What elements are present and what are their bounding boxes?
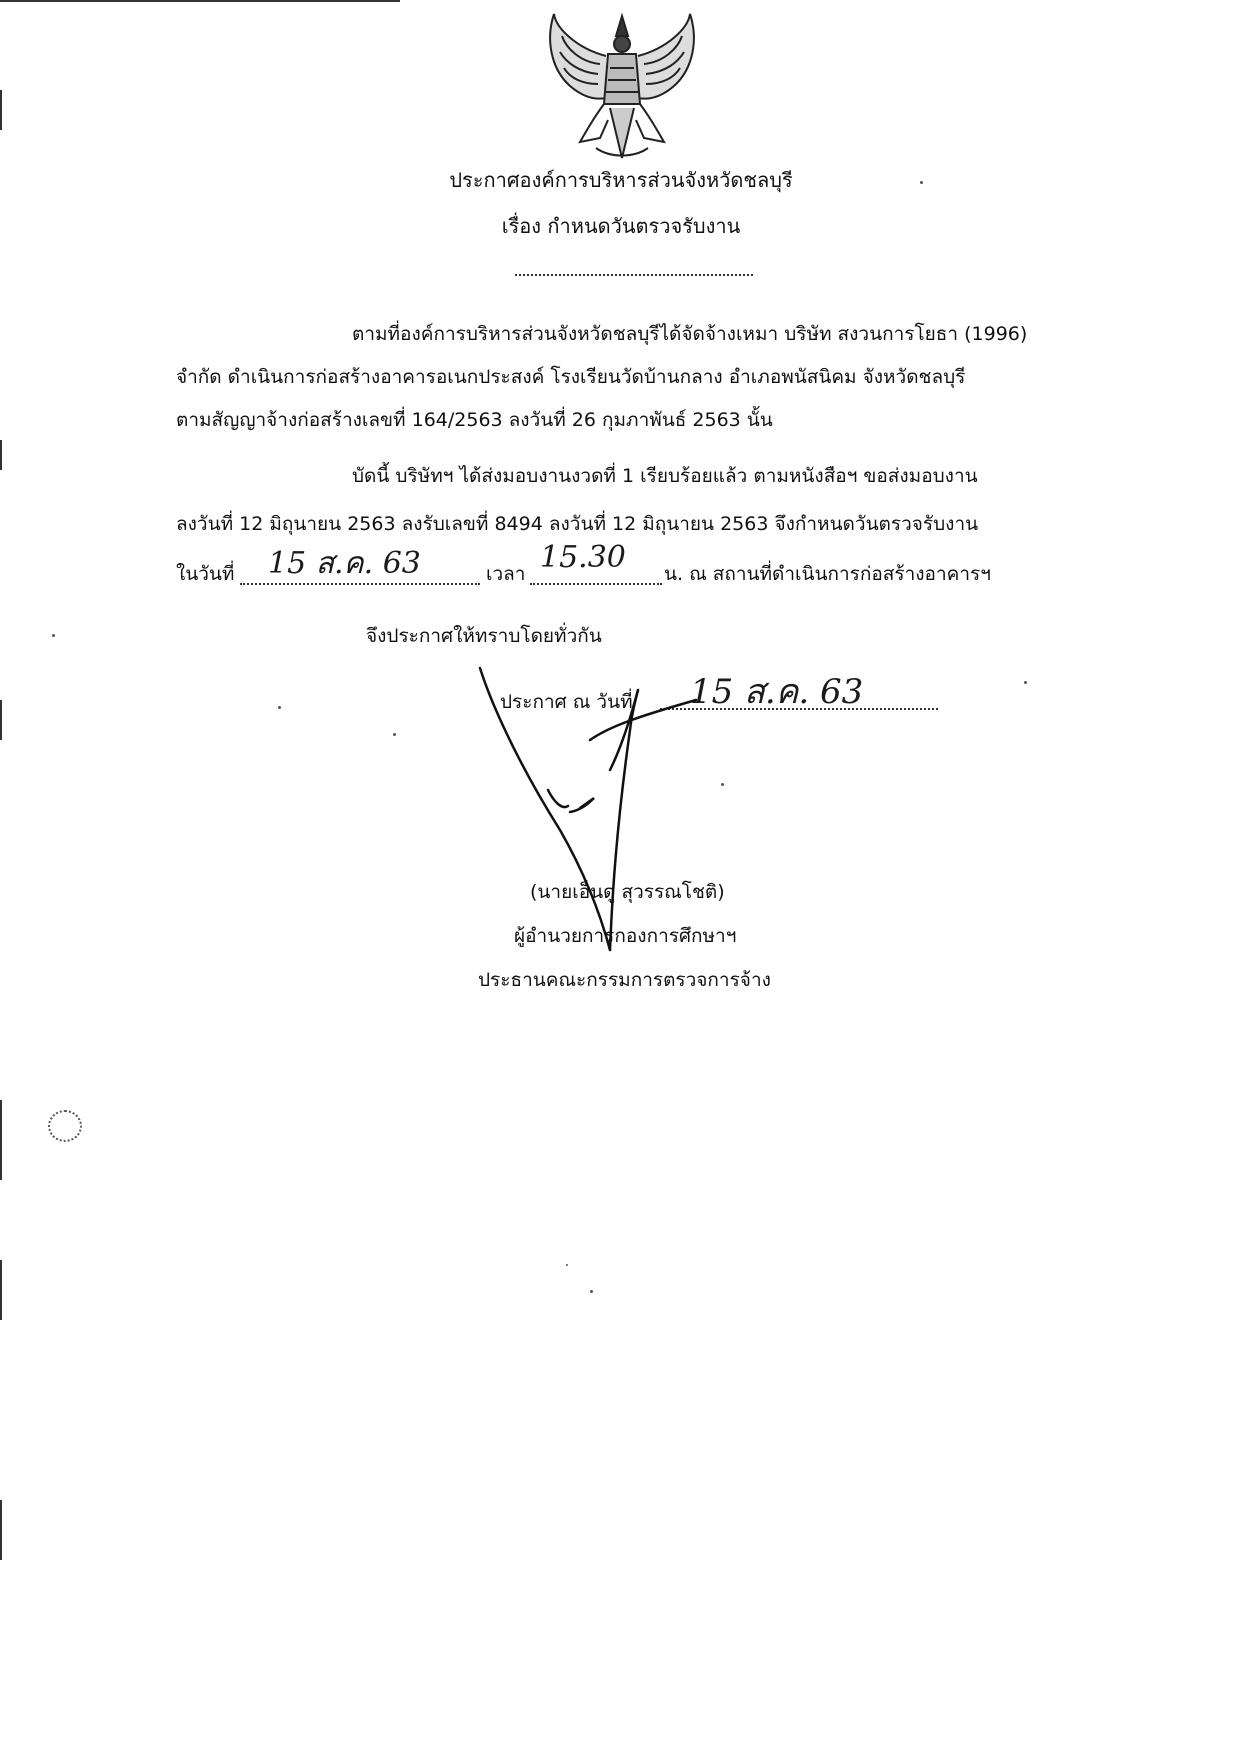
scan-speck xyxy=(278,706,281,709)
scan-speck xyxy=(393,733,396,736)
announced-label: ประกาศ ณ วันที่ xyxy=(500,691,633,713)
announcement-title: ประกาศองค์การบริหารส่วนจังหวัดชลบุรี xyxy=(449,168,793,192)
scan-edge-mark xyxy=(0,0,400,2)
time-handwritten: 15.30 xyxy=(540,540,626,575)
garuda-emblem-icon xyxy=(536,8,708,170)
scan-edge-mark xyxy=(0,440,2,470)
handwritten-signature-icon xyxy=(470,660,720,960)
scan-edge-mark xyxy=(0,90,2,130)
signer-position: ผู้อำนวยการกองการศึกษาฯ xyxy=(514,925,737,947)
scan-speck xyxy=(1024,681,1027,684)
para2-line1: บัดนี้ บริษัทฯ ได้ส่งมอบงานงวดที่ 1 เรียบร้อยแล้ว ตามหนังสือฯ ขอส่งมอบงาน xyxy=(352,465,978,487)
announcement-subject: เรื่อง กำหนดวันตรวจรับงาน xyxy=(501,214,741,238)
time-label: เวลา xyxy=(486,563,526,585)
time-fill-line xyxy=(530,583,662,585)
para2-tail: น. ณ สถานที่ดำเนินการก่อสร้างอาคารฯ xyxy=(664,563,991,585)
scan-speck xyxy=(590,1290,593,1293)
signer-role: ประธานคณะกรรมการตรวจการจ้าง xyxy=(478,969,771,991)
announced-date-handwritten: 15 ส.ค. 63 xyxy=(690,672,864,712)
scan-speck xyxy=(721,783,724,786)
scan-edge-mark xyxy=(0,1500,2,1560)
scan-edge-mark xyxy=(0,1100,2,1180)
scan-edge-mark xyxy=(0,700,2,740)
scan-speck xyxy=(48,1110,82,1142)
para2-line2: ลงวันที่ 12 มิถุนายน 2563 ลงรับเลขที่ 8494 ลงวันที่ 12 มิถุนายน 2563 จึงกำหนดวันตรวจรับงาน xyxy=(176,513,979,535)
scan-edge-mark xyxy=(0,1260,2,1320)
heading-divider xyxy=(515,274,753,276)
date-label: ในวันที่ xyxy=(176,563,235,585)
para1-line2: จำกัด ดำเนินการก่อสร้างอาคารอเนกประสงค์ โรงเรียนวัดบ้านกลาง อำเภอพนัสนิคม จังหวัดชลบุรี xyxy=(176,366,966,388)
scan-speck xyxy=(920,181,923,184)
date-handwritten: 15 ส.ค. 63 xyxy=(268,546,421,581)
signer-name: (นายเอ็นดู สุวรรณโชติ) xyxy=(530,881,725,903)
scan-speck xyxy=(52,634,55,637)
para1-line3: ตามสัญญาจ้างก่อสร้างเลขที่ 164/2563 ลงวันที่ 26 กุมภาพันธ์ 2563 นั้น xyxy=(176,409,773,431)
scan-speck xyxy=(566,1264,568,1266)
para1-line1: ตามที่องค์การบริหารส่วนจังหวัดชลบุรีได้จัดจ้างเหมา บริษัท สงวนการโยธา (1996) xyxy=(352,323,1028,345)
closing-line: จึงประกาศให้ทราบโดยทั่วกัน xyxy=(366,625,602,647)
